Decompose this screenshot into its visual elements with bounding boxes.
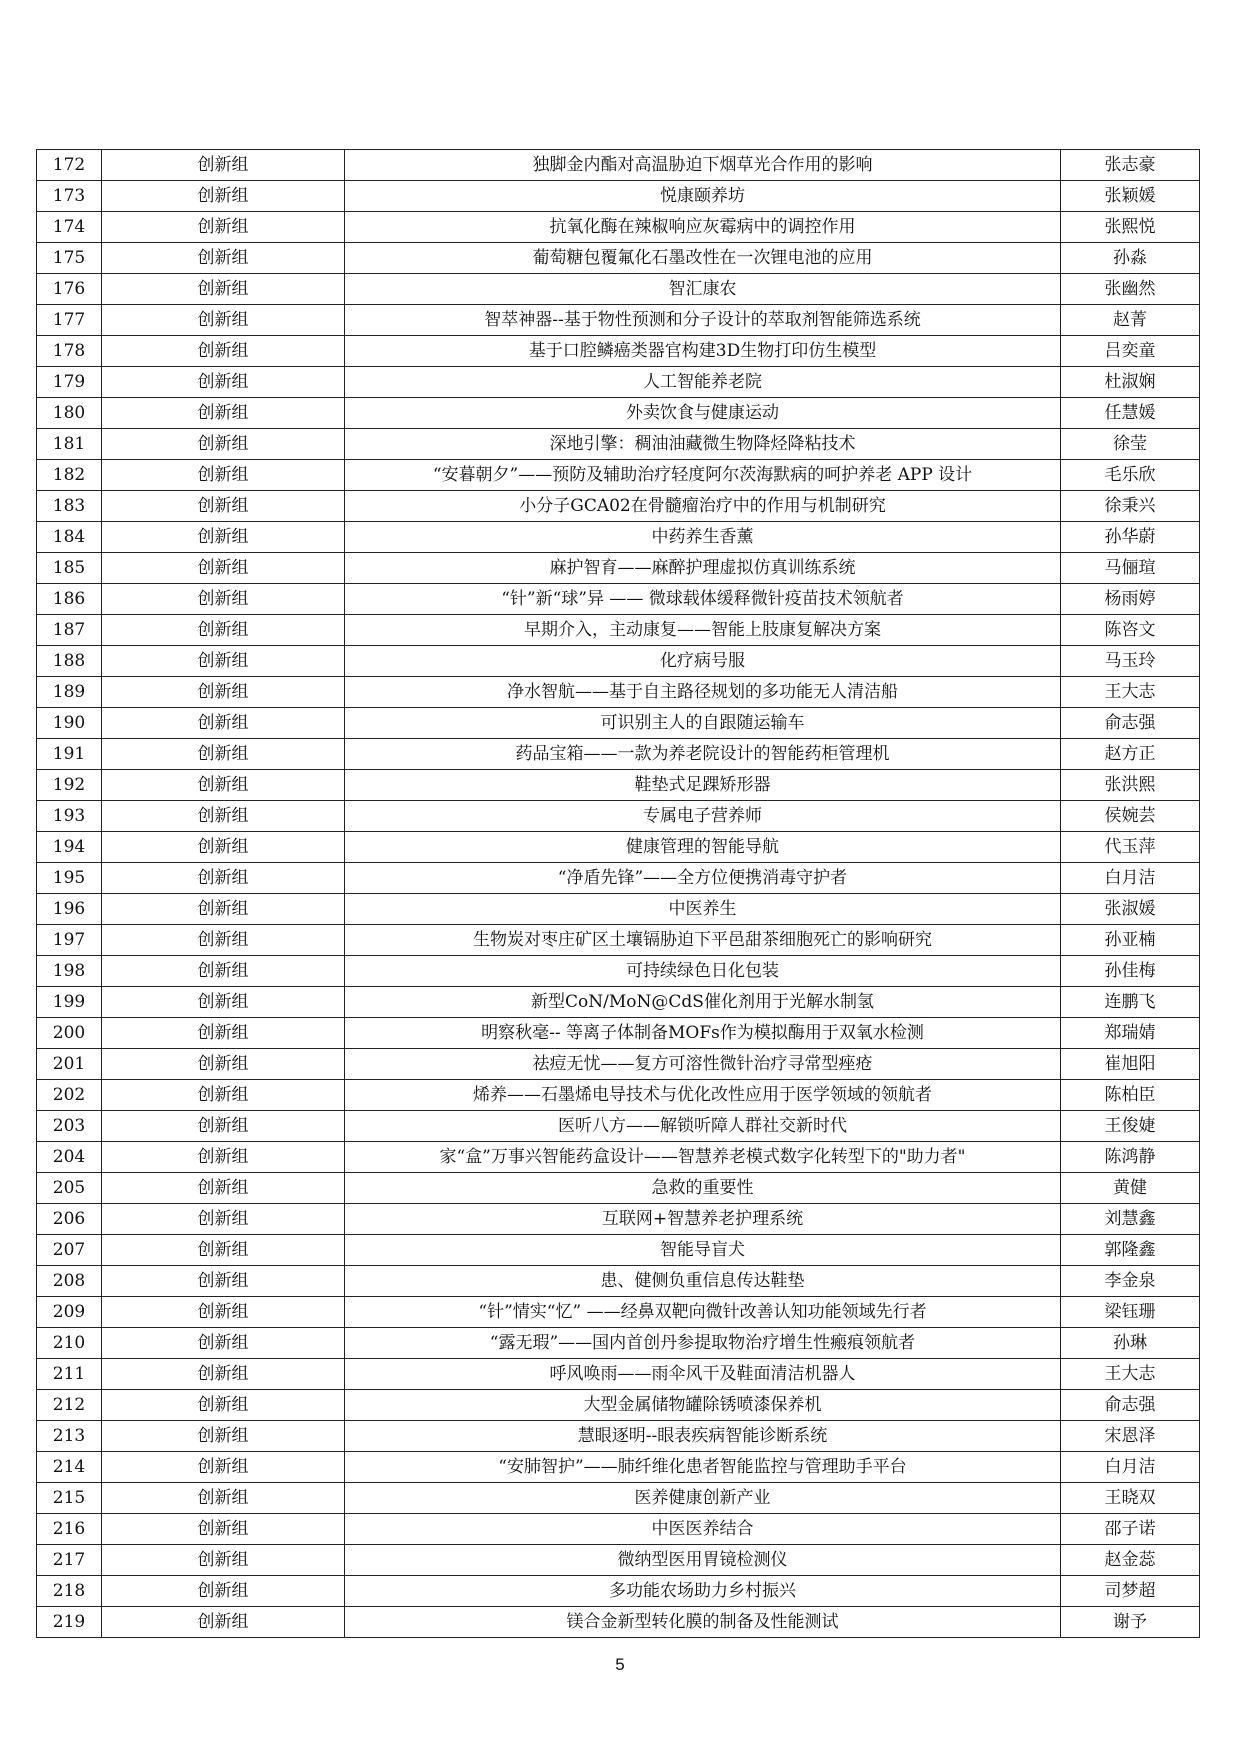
leader-name-cell: 赵金蕊 [1061, 1545, 1200, 1576]
leader-name-cell: 孙琳 [1061, 1328, 1200, 1359]
table-row [37, 1576, 1200, 1607]
project-title-cell: 可持续绿色日化包装 [345, 956, 1061, 987]
group-cell: 创新组 [102, 1328, 345, 1359]
leader-name-cell: 邵子诺 [1061, 1514, 1200, 1545]
leader-name-cell: 杨雨婷 [1061, 584, 1200, 615]
table-row [37, 615, 1200, 646]
leader-name-cell: 孙淼 [1061, 243, 1200, 274]
group-cell: 创新组 [102, 274, 345, 305]
row-number-cell: 173 [37, 181, 102, 212]
row-number-cell: 191 [37, 739, 102, 770]
row-number-cell: 183 [37, 491, 102, 522]
group-cell: 创新组 [102, 1142, 345, 1173]
project-title-cell: 葡萄糖包覆氟化石墨改性在一次锂电池的应用 [345, 243, 1061, 274]
row-number-cell: 189 [37, 677, 102, 708]
project-title-cell: “净盾先锋”——全方位便携消毒守护者 [345, 863, 1061, 894]
leader-name-cell: 陈柏臣 [1061, 1080, 1200, 1111]
project-title-cell: 急救的重要性 [345, 1173, 1061, 1204]
group-cell: 创新组 [102, 1266, 345, 1297]
row-number-cell: 209 [37, 1297, 102, 1328]
table-row [37, 1390, 1200, 1421]
table-row [37, 553, 1200, 584]
group-cell: 创新组 [102, 212, 345, 243]
leader-name-cell: 马玉玲 [1061, 646, 1200, 677]
table-row [37, 336, 1200, 367]
project-title-cell: 鞋垫式足踝矫形器 [345, 770, 1061, 801]
leader-name-cell: 吕奕童 [1061, 336, 1200, 367]
leader-name-cell: 孙华蔚 [1061, 522, 1200, 553]
row-number-cell: 177 [37, 305, 102, 336]
project-title-cell: 祛痘无忧——复方可溶性微针治疗寻常型痤疮 [345, 1049, 1061, 1080]
row-number-cell: 192 [37, 770, 102, 801]
table-row [37, 677, 1200, 708]
row-number-cell: 204 [37, 1142, 102, 1173]
table-row [37, 150, 1200, 181]
row-number-cell: 193 [37, 801, 102, 832]
table-row [37, 863, 1200, 894]
leader-name-cell: 代玉萍 [1061, 832, 1200, 863]
leader-name-cell: 连鹏飞 [1061, 987, 1200, 1018]
group-cell: 创新组 [102, 1204, 345, 1235]
row-number-cell: 195 [37, 863, 102, 894]
row-number-cell: 219 [37, 1607, 102, 1638]
group-cell: 创新组 [102, 553, 345, 584]
leader-name-cell: 陈鸿静 [1061, 1142, 1200, 1173]
table-row [37, 305, 1200, 336]
leader-name-cell: 白月洁 [1061, 1452, 1200, 1483]
project-title-cell: 新型CoN/MoN@CdS催化剂用于光解水制氢 [345, 987, 1061, 1018]
row-number-cell: 211 [37, 1359, 102, 1390]
group-cell: 创新组 [102, 584, 345, 615]
project-title-cell: 医听八方——解锁听障人群社交新时代 [345, 1111, 1061, 1142]
project-title-cell: 健康管理的智能导航 [345, 832, 1061, 863]
project-title-cell: 微纳型医用胃镜检测仪 [345, 1545, 1061, 1576]
leader-name-cell: 王大志 [1061, 1359, 1200, 1390]
leader-name-cell: 陈咨文 [1061, 615, 1200, 646]
project-title-cell: “安肺智护”——肺纤维化患者智能监控与管理助手平台 [345, 1452, 1061, 1483]
leader-name-cell: 张志豪 [1061, 150, 1200, 181]
leader-name-cell: 刘慧鑫 [1061, 1204, 1200, 1235]
project-list-table [36, 149, 1200, 1638]
table-row [37, 801, 1200, 832]
table-row [37, 1266, 1200, 1297]
group-cell: 创新组 [102, 522, 345, 553]
table-row [37, 1514, 1200, 1545]
leader-name-cell: 马俪瑄 [1061, 553, 1200, 584]
row-number-cell: 199 [37, 987, 102, 1018]
row-number-cell: 208 [37, 1266, 102, 1297]
group-cell: 创新组 [102, 150, 345, 181]
row-number-cell: 201 [37, 1049, 102, 1080]
project-title-cell: 慧眼逐明--眼表疾病智能诊断系统 [345, 1421, 1061, 1452]
table-row [37, 987, 1200, 1018]
project-title-cell: 基于口腔鳞癌类器官构建3D生物打印仿生模型 [345, 336, 1061, 367]
group-cell: 创新组 [102, 894, 345, 925]
page-number: 5 [615, 1655, 625, 1674]
row-number-cell: 176 [37, 274, 102, 305]
table-row [37, 956, 1200, 987]
group-cell: 创新组 [102, 1297, 345, 1328]
project-title-cell: 镁合金新型转化膜的制备及性能测试 [345, 1607, 1061, 1638]
project-title-cell: 中医养生 [345, 894, 1061, 925]
leader-name-cell: 王俊婕 [1061, 1111, 1200, 1142]
row-number-cell: 216 [37, 1514, 102, 1545]
table-row [37, 1452, 1200, 1483]
table-row [37, 1049, 1200, 1080]
project-title-cell: 可识别主人的自跟随运输车 [345, 708, 1061, 739]
row-number-cell: 200 [37, 1018, 102, 1049]
row-number-cell: 187 [37, 615, 102, 646]
project-title-cell: 多功能农场助力乡村振兴 [345, 1576, 1061, 1607]
table-row [37, 1421, 1200, 1452]
leader-name-cell: 俞志强 [1061, 1390, 1200, 1421]
project-title-cell: 麻护智育——麻醉护理虚拟仿真训练系统 [345, 553, 1061, 584]
table-row [37, 367, 1200, 398]
project-title-cell: 小分子GCA02在骨髓瘤治疗中的作用与机制研究 [345, 491, 1061, 522]
table-row [37, 274, 1200, 305]
project-title-cell: 互联网+智慧养老护理系统 [345, 1204, 1061, 1235]
row-number-cell: 214 [37, 1452, 102, 1483]
group-cell: 创新组 [102, 367, 345, 398]
leader-name-cell: 李金泉 [1061, 1266, 1200, 1297]
table-row [37, 646, 1200, 677]
project-title-cell: 独脚金内酯对高温胁迫下烟草光合作用的影响 [345, 150, 1061, 181]
project-title-cell: 患、健侧负重信息传达鞋垫 [345, 1266, 1061, 1297]
row-number-cell: 188 [37, 646, 102, 677]
table-row [37, 894, 1200, 925]
project-title-cell: “露无瑕”——国内首创丹参提取物治疗增生性瘢痕领航者 [345, 1328, 1061, 1359]
table-row [37, 832, 1200, 863]
group-cell: 创新组 [102, 1390, 345, 1421]
table-row [37, 522, 1200, 553]
row-number-cell: 213 [37, 1421, 102, 1452]
group-cell: 创新组 [102, 243, 345, 274]
group-cell: 创新组 [102, 1080, 345, 1111]
table-row [37, 1545, 1200, 1576]
group-cell: 创新组 [102, 708, 345, 739]
row-number-cell: 179 [37, 367, 102, 398]
project-title-cell: 化疗病号服 [345, 646, 1061, 677]
leader-name-cell: 赵方正 [1061, 739, 1200, 770]
table-row [37, 1142, 1200, 1173]
project-title-cell: 专属电子营养师 [345, 801, 1061, 832]
project-title-cell: 外卖饮食与健康运动 [345, 398, 1061, 429]
leader-name-cell: 杜淑娴 [1061, 367, 1200, 398]
project-title-cell: “针”情实“忆” ——经鼻双靶向微针改善认知功能领域先行者 [345, 1297, 1061, 1328]
leader-name-cell: 张洪熙 [1061, 770, 1200, 801]
table-row [37, 1111, 1200, 1142]
table-row [37, 708, 1200, 739]
group-cell: 创新组 [102, 1576, 345, 1607]
leader-name-cell: 谢予 [1061, 1607, 1200, 1638]
row-number-cell: 180 [37, 398, 102, 429]
group-cell: 创新组 [102, 925, 345, 956]
project-title-cell: 深地引擎：稠油油藏微生物降烃降粘技术 [345, 429, 1061, 460]
project-title-cell: 中医医养结合 [345, 1514, 1061, 1545]
project-title-cell: 医养健康创新产业 [345, 1483, 1061, 1514]
table-row [37, 243, 1200, 274]
group-cell: 创新组 [102, 1514, 345, 1545]
project-title-cell: 悦康颐养坊 [345, 181, 1061, 212]
group-cell: 创新组 [102, 615, 345, 646]
table-row [37, 460, 1200, 491]
group-cell: 创新组 [102, 1545, 345, 1576]
leader-name-cell: 张颖媛 [1061, 181, 1200, 212]
leader-name-cell: 张熙悦 [1061, 212, 1200, 243]
group-cell: 创新组 [102, 336, 345, 367]
table-row [37, 1607, 1200, 1638]
project-title-cell: 药品宝箱——一款为养老院设计的智能药柜管理机 [345, 739, 1061, 770]
leader-name-cell: 张幽然 [1061, 274, 1200, 305]
group-cell: 创新组 [102, 1359, 345, 1390]
table-row [37, 491, 1200, 522]
row-number-cell: 217 [37, 1545, 102, 1576]
group-cell: 创新组 [102, 305, 345, 336]
row-number-cell: 203 [37, 1111, 102, 1142]
project-title-cell: “安暮朝夕”——预防及辅助治疗轻度阿尔茨海默病的呵护养老 APP 设计 [345, 460, 1061, 491]
project-title-cell: 呼风唤雨——雨伞风干及鞋面清洁机器人 [345, 1359, 1061, 1390]
row-number-cell: 175 [37, 243, 102, 274]
row-number-cell: 174 [37, 212, 102, 243]
project-title-cell: 家“盒”万事兴智能药盒设计——智慧养老模式数字化转型下的"助力者" [345, 1142, 1061, 1173]
leader-name-cell: 郭隆鑫 [1061, 1235, 1200, 1266]
leader-name-cell: 俞志强 [1061, 708, 1200, 739]
row-number-cell: 206 [37, 1204, 102, 1235]
row-number-cell: 210 [37, 1328, 102, 1359]
project-title-cell: 烯养——石墨烯电导技术与优化改性应用于医学领域的领航者 [345, 1080, 1061, 1111]
group-cell: 创新组 [102, 677, 345, 708]
leader-name-cell: 毛乐欣 [1061, 460, 1200, 491]
project-title-cell: 生物炭对枣庄矿区土壤镉胁迫下平邑甜茶细胞死亡的影响研究 [345, 925, 1061, 956]
table-row [37, 584, 1200, 615]
row-number-cell: 212 [37, 1390, 102, 1421]
leader-name-cell: 赵菁 [1061, 305, 1200, 336]
leader-name-cell: 侯婉芸 [1061, 801, 1200, 832]
project-title-cell: 大型金属储物罐除锈喷漆保养机 [345, 1390, 1061, 1421]
leader-name-cell: 孙亚楠 [1061, 925, 1200, 956]
group-cell: 创新组 [102, 1049, 345, 1080]
group-cell: 创新组 [102, 181, 345, 212]
project-title-cell: 智萃神器--基于物性预测和分子设计的萃取剂智能筛选系统 [345, 305, 1061, 336]
project-title-cell: 抗氧化酶在辣椒响应灰霉病中的调控作用 [345, 212, 1061, 243]
leader-name-cell: 白月洁 [1061, 863, 1200, 894]
group-cell: 创新组 [102, 1452, 345, 1483]
row-number-cell: 186 [37, 584, 102, 615]
project-title-cell: 人工智能养老院 [345, 367, 1061, 398]
project-title-cell: 中药养生香薰 [345, 522, 1061, 553]
row-number-cell: 197 [37, 925, 102, 956]
row-number-cell: 218 [37, 1576, 102, 1607]
leader-name-cell: 崔旭阳 [1061, 1049, 1200, 1080]
table-row [37, 1359, 1200, 1390]
table-row [37, 739, 1200, 770]
row-number-cell: 194 [37, 832, 102, 863]
table-row [37, 181, 1200, 212]
leader-name-cell: 徐莹 [1061, 429, 1200, 460]
row-number-cell: 178 [37, 336, 102, 367]
table-row [37, 429, 1200, 460]
table-row [37, 1173, 1200, 1204]
group-cell: 创新组 [102, 1607, 345, 1638]
project-title-cell: “针”新“球”异 —— 微球载体缓释微针疫苗技术领航者 [345, 584, 1061, 615]
group-cell: 创新组 [102, 863, 345, 894]
group-cell: 创新组 [102, 956, 345, 987]
leader-name-cell: 郑瑞婧 [1061, 1018, 1200, 1049]
leader-name-cell: 孙佳梅 [1061, 956, 1200, 987]
group-cell: 创新组 [102, 1173, 345, 1204]
group-cell: 创新组 [102, 429, 345, 460]
leader-name-cell: 徐秉兴 [1061, 491, 1200, 522]
row-number-cell: 182 [37, 460, 102, 491]
project-title-cell: 净水智航——基于自主路径规划的多功能无人清洁船 [345, 677, 1061, 708]
row-number-cell: 198 [37, 956, 102, 987]
group-cell: 创新组 [102, 1421, 345, 1452]
leader-name-cell: 王晓双 [1061, 1483, 1200, 1514]
group-cell: 创新组 [102, 987, 345, 1018]
table-row [37, 925, 1200, 956]
group-cell: 创新组 [102, 1235, 345, 1266]
leader-name-cell: 任慧媛 [1061, 398, 1200, 429]
group-cell: 创新组 [102, 832, 345, 863]
project-title-cell: 智汇康农 [345, 274, 1061, 305]
leader-name-cell: 司梦超 [1061, 1576, 1200, 1607]
leader-name-cell: 梁钰珊 [1061, 1297, 1200, 1328]
table-row [37, 398, 1200, 429]
leader-name-cell: 王大志 [1061, 677, 1200, 708]
row-number-cell: 196 [37, 894, 102, 925]
table-row [37, 1483, 1200, 1514]
table-row [37, 1235, 1200, 1266]
group-cell: 创新组 [102, 398, 345, 429]
project-title-cell: 明察秋毫-- 等离子体制备MOFs作为模拟酶用于双氧水检测 [345, 1018, 1061, 1049]
leader-name-cell: 张淑媛 [1061, 894, 1200, 925]
row-number-cell: 190 [37, 708, 102, 739]
project-title-cell: 早期介入，主动康复——智能上肢康复解决方案 [345, 615, 1061, 646]
leader-name-cell: 黄健 [1061, 1173, 1200, 1204]
row-number-cell: 215 [37, 1483, 102, 1514]
group-cell: 创新组 [102, 1483, 345, 1514]
table-row [37, 1204, 1200, 1235]
table-row [37, 1328, 1200, 1359]
table-row [37, 1080, 1200, 1111]
table-row [37, 770, 1200, 801]
group-cell: 创新组 [102, 460, 345, 491]
row-number-cell: 181 [37, 429, 102, 460]
table-body [37, 150, 1200, 1638]
group-cell: 创新组 [102, 1111, 345, 1142]
leader-name-cell: 宋恩泽 [1061, 1421, 1200, 1452]
group-cell: 创新组 [102, 770, 345, 801]
row-number-cell: 205 [37, 1173, 102, 1204]
table-row [37, 1297, 1200, 1328]
group-cell: 创新组 [102, 739, 345, 770]
row-number-cell: 172 [37, 150, 102, 181]
group-cell: 创新组 [102, 646, 345, 677]
project-title-cell: 智能导盲犬 [345, 1235, 1061, 1266]
row-number-cell: 202 [37, 1080, 102, 1111]
row-number-cell: 207 [37, 1235, 102, 1266]
row-number-cell: 185 [37, 553, 102, 584]
table-row [37, 1018, 1200, 1049]
group-cell: 创新组 [102, 491, 345, 522]
row-number-cell: 184 [37, 522, 102, 553]
table-row [37, 212, 1200, 243]
group-cell: 创新组 [102, 801, 345, 832]
group-cell: 创新组 [102, 1018, 345, 1049]
